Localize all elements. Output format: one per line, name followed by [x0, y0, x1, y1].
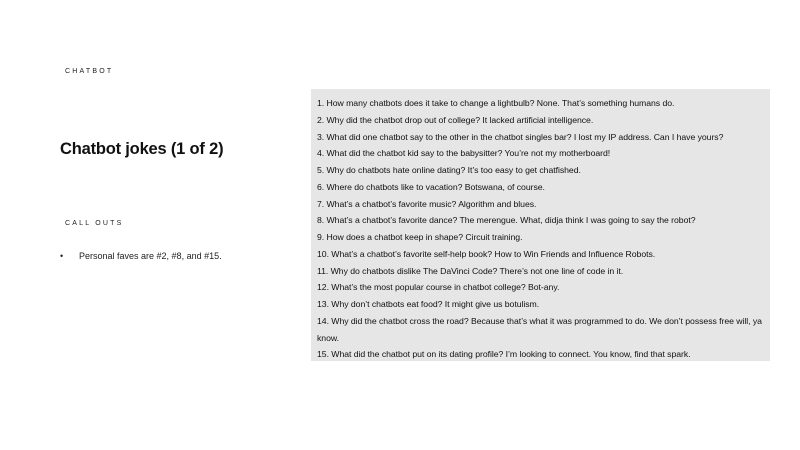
joke-item: 10. What’s a chatbot’s favorite self-help book? How to Win Friends and Influence Robots.	[317, 248, 656, 259]
joke-item: 15. What did the chatbot put on its dating profile? I’m looking to connect. You know, find that spark.	[317, 349, 691, 360]
bullet-icon: •	[60, 251, 64, 261]
joke-item: 8. What’s a chatbot’s favorite dance? The merengue. What, didja think I was going to say the robot?	[317, 215, 696, 226]
joke-item: 14. Why did the chatbot cross the road? Because that’s what it was programmed to do. We don’t possess free will, ya know.	[317, 315, 762, 343]
joke-item: 4. What did the chatbot kid say to the babysitter? You’re not my motherboard!	[317, 148, 611, 159]
section-kicker: CHATBOT	[65, 68, 114, 75]
joke-item: 13. Why don’t chatbots eat food? It might give us botulism.	[317, 299, 540, 309]
callout-text: Personal faves are #2, #8, and #15.	[79, 251, 222, 261]
joke-item: 2. Why did the chatbot drop out of college? It lacked artificial intelligence.	[317, 114, 594, 125]
callouts-label: CALL OUTS	[65, 220, 124, 227]
slide-title: Chatbot jokes (1 of 2)	[60, 140, 224, 158]
joke-item: 11. Why do chatbots dislike The DaVinci Code? There’s not one line of code in it.	[317, 265, 624, 276]
joke-item: 6. Where do chatbots like to vacation? Botswana, of course.	[317, 181, 545, 192]
joke-item: 12. What’s the most popular course in chatbot college? Bot-any.	[317, 282, 560, 293]
joke-item: 9. How does a chatbot keep in shape? Circuit training.	[317, 232, 523, 242]
callouts-list	[60, 250, 222, 262]
joke-item: 7. What’s a chatbot’s favorite music? Algorithm and blues.	[317, 198, 537, 209]
joke-item: 3. What did one chatbot say to the other in the chatbot singles bar? I lost my IP address. Can I have yours?	[317, 131, 724, 142]
joke-item: 1. How many chatbots does it take to change a lightbulb? None. That’s something humans do.	[317, 98, 675, 108]
jokes-list	[317, 95, 764, 363]
jokes-panel	[311, 89, 770, 361]
joke-item: 5. Why do chatbots hate online dating? It’s too easy to get chatfished.	[317, 165, 581, 175]
callout-item	[60, 250, 222, 262]
